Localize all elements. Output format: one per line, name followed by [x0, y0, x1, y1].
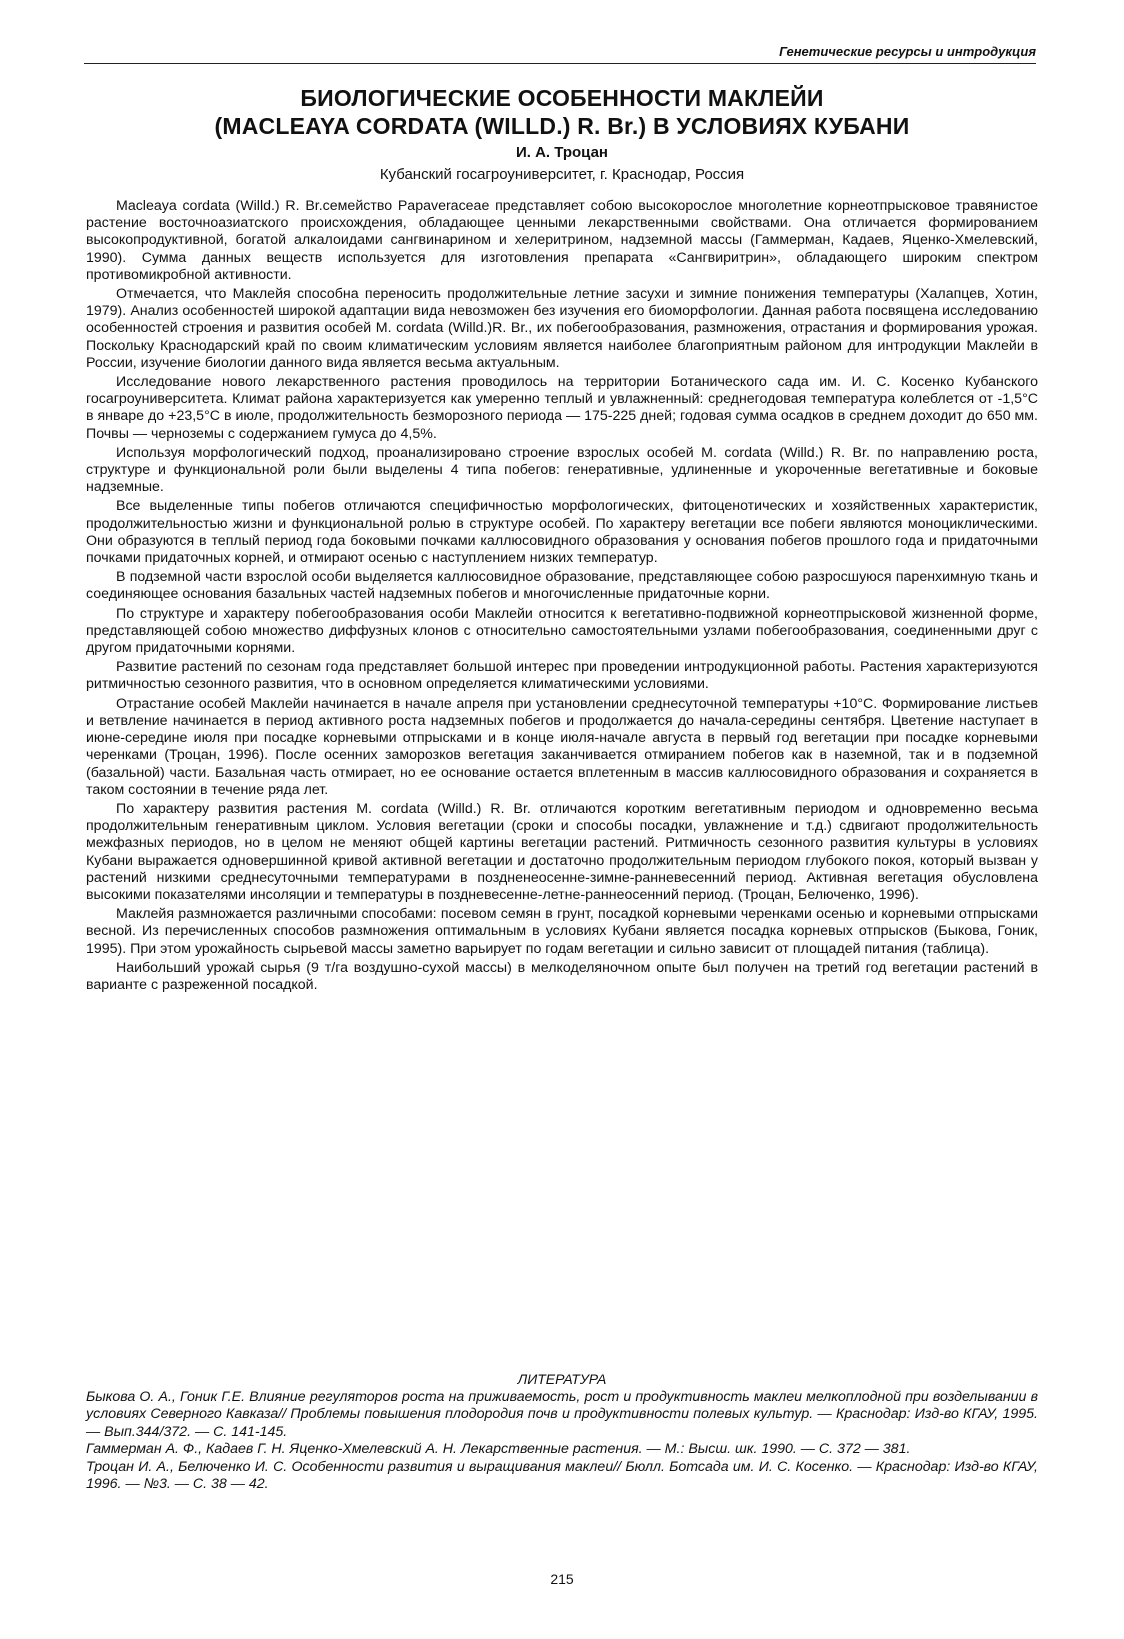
literature-heading: ЛИТЕРАТУРА: [517, 1371, 607, 1387]
article-title-line-1: БИОЛОГИЧЕСКИЕ ОСОБЕННОСТИ МАКЛЕЙИ: [300, 85, 824, 111]
reference-item: Быкова О. А., Гоник Г.Е. Влияние регуляторов роста на приживаемость, рост и продуктивность маклеи мелкоплодной при возделывании в условиях Северного Кавказа// Проблемы повышения плодородия почв и продуктивности полевых культур. — Краснодар: Изд-во КГАУ, 1995. — Вып.344/372. — С. 141-145.: [86, 1389, 1038, 1440]
body-paragraph: По структуре и характеру побегообразования особи Маклейи относится к вегетативно-подвижной корнеотпрысковой жизненной форме, представляющей собою множество диффузных клонов с относительно самостоятельными узлами побегообразования, соединенными друг с другом придаточными корнями.: [86, 605, 1038, 657]
article-title-line-2: (MACLEAYA CORDATA (WILLD.) R. Br.) В УСЛОВИЯХ КУБАНИ: [214, 113, 910, 139]
body-paragraph: Исследование нового лекарственного растения проводилось на территории Ботанического сада им. И. С. Косенко Кубанского госагроуниверситета. Климат района характеризуется как умеренно теплый и увлажненный: среднегодовая температура колеблется от -1,5°С в январе до +23,5°С в июле, продолжительность безморозного периода — 175-225 дней; годовая сумма осадков в среднем доходит до 650 мм. Почвы — черноземы с содержанием гумуса до 4,5%.: [86, 374, 1038, 442]
running-header: [84, 44, 1036, 64]
body-paragraph: Отрастание особей Маклейи начинается в начале апреля при установлении среднесуточной температуры +10°С. Формирование листьев и ветвление начинается в период активного роста надземных побегов и продолжается до начала-середины сентября. Цветение наступает в июне-середине июля при посадке корневыми отпрысками и в конце июля-начале августа в первый год вегетации при посадке корневыми черенками (Троцан, 1996). После осенних заморозков вегетация заканчивается отмиранием побегов как в наземной, так и в подземной (базальной) части. Базальная часть отмирает, но ее основание остается вплетенным в массив каллюсовидного образования и сохраняется в таком состоянии в течение ряда лет.: [86, 695, 1038, 798]
author-name: И. А. Троцан: [515, 144, 608, 161]
author-affiliation: Кубанский госагроуниверситет, г. Краснодар, Россия: [379, 166, 745, 183]
reference-item: Гаммерман А. Ф., Кадаев Г. Н. Яценко-Хмелевский А. Н. Лекарственные растения. — М.: Высш. шк. 1990. — С. 372 — 381.: [86, 1441, 911, 1458]
article-body: [86, 198, 1038, 996]
running-title: Генетические ресурсы и интродукция: [779, 44, 1036, 59]
body-paragraph: Маклейя размножается различными способами: посевом семян в грунт, посадкой корневыми черенками осенью и корневыми отпрысками весной. Из перечисленных способов размножения оптимальным в условиях Кубани является посадка корневых отпрысков (Быкова, Гоник, 1995). При этом урожайность сырьевой массы заметно варьирует по годам вегетации и сильно зависит от площадей питания (таблица).: [86, 906, 1038, 957]
body-paragraph: Наибольший урожай сырья (9 т/га воздушно-сухой массы) в мелкоделяночном опыте был получен на третий год вегетации растений в варианте с разреженной посадкой.: [86, 959, 1038, 993]
reference-item: Троцан И. А., Белюченко И. С. Особенности развития и выращивания маклеи// Бюлл. Ботсада им. И. С. Косенко. — Краснодар: Изд-во КГАУ, 1996. — №3. — С. 38 — 42.: [86, 1458, 1038, 1493]
body-paragraph: Используя морфологический подход, проанализировано строение взрослых особей M. cordata (Willd.) R. Br. по направлению роста, структуре и функциональной роли были выделены 4 типа побегов: генеративные, удлиненные и укороченные вегетативные и боковые надземные.: [86, 444, 1038, 496]
reference-list: [86, 1389, 1038, 1493]
body-paragraph: Все выделенные типы побегов отличаются специфичностью морфологических, фитоценотических и хозяйственных характеристик, продолжительностью жизни и функциональной ролью в структуре особей. По характеру вегетации все побеги являются моноциклическими. Они образуются в теплый период года боковыми почками каллюсовидного образования у основания побегов прошлого года и придаточными почками придаточных корней, и отмирают осенью с наступлением низких температур.: [86, 498, 1038, 567]
body-paragraph: В подземной части взрослой особи выделяется каллюсовидное образование, представляющее собою разросшуюся паренхимную ткань и соединяющее основания базальных частей надземных побегов и многочисленные придаточные корни.: [86, 569, 1038, 603]
body-paragraph: Macleaya cordata (Willd.) R. Br.семейство Papaveraceae представляет собою высокорослое многолетние корнеотпрысковое травянистое растение восточноазиатского происхождения, обладающее ценными лекарственными свойствами. Она отличается формированием высокопродуктивной, богатой алкалоидами сангвинарином и хелеритрином, надземной массы (Гаммерман, Кадаев, Яценко-Хмелевский, 1990). Сумма данных веществ используется для изготовления препарата «Сангвиритрин», обладающего широким спектром противомикробной активности.: [86, 198, 1038, 283]
body-paragraph: По характеру развития растения M. cordata (Willd.) R. Br. отличаются коротким вегетативным периодом и одновременно весьма продолжительным генеративным циклом. Условия вегетации (сроки и способы посадки, увлажнение и т.д.) сдвигают продолжительность межфазных периодов, но в целом не меняют общей картины вегетации растений. Ритмичность сезонного развития культуры в условиях Кубани выражается одновершинной кривой активной вегетации и достаточно продолжительным периодом глубокого покоя, который вызван у растений низкими среднесуточными температурами в поздненеосенне-зимне-ранневесенний период. Активная вегетация обусловлена высокими показателями инсоляции и температуры в поздневесенне-летне-раннеосенний период. (Троцан, Белюченко, 1996).: [86, 800, 1038, 903]
body-paragraph: Развитие растений по сезонам года представляет большой интерес при проведении интродукционной работы. Растения характеризуются ритмичностью сезонного развития, что в основном определяется климатическими условиями.: [86, 659, 1038, 693]
article-title: [80, 84, 1044, 140]
body-paragraph: Отмечается, что Маклейя способна переносить продолжительные летние засухи и зимние понижения температуры (Халапцев, Хотин, 1979). Анализ особенностей широкой адаптации вида невозможен без изучения его биоморфологии. Данная работа посвящена исследованию особенностей строения и развития особей M. cordata (Willd.)R. Br., их побегообразования, размножения, отрастания и формирования урожая. Поскольку Краснодарский край по своим климатическим условиям является наиболее благоприятным районом для интродукции Маклейи в России, изучение биологии данного вида является весьма актуальным.: [86, 286, 1038, 371]
page-number: 215: [550, 1571, 574, 1587]
